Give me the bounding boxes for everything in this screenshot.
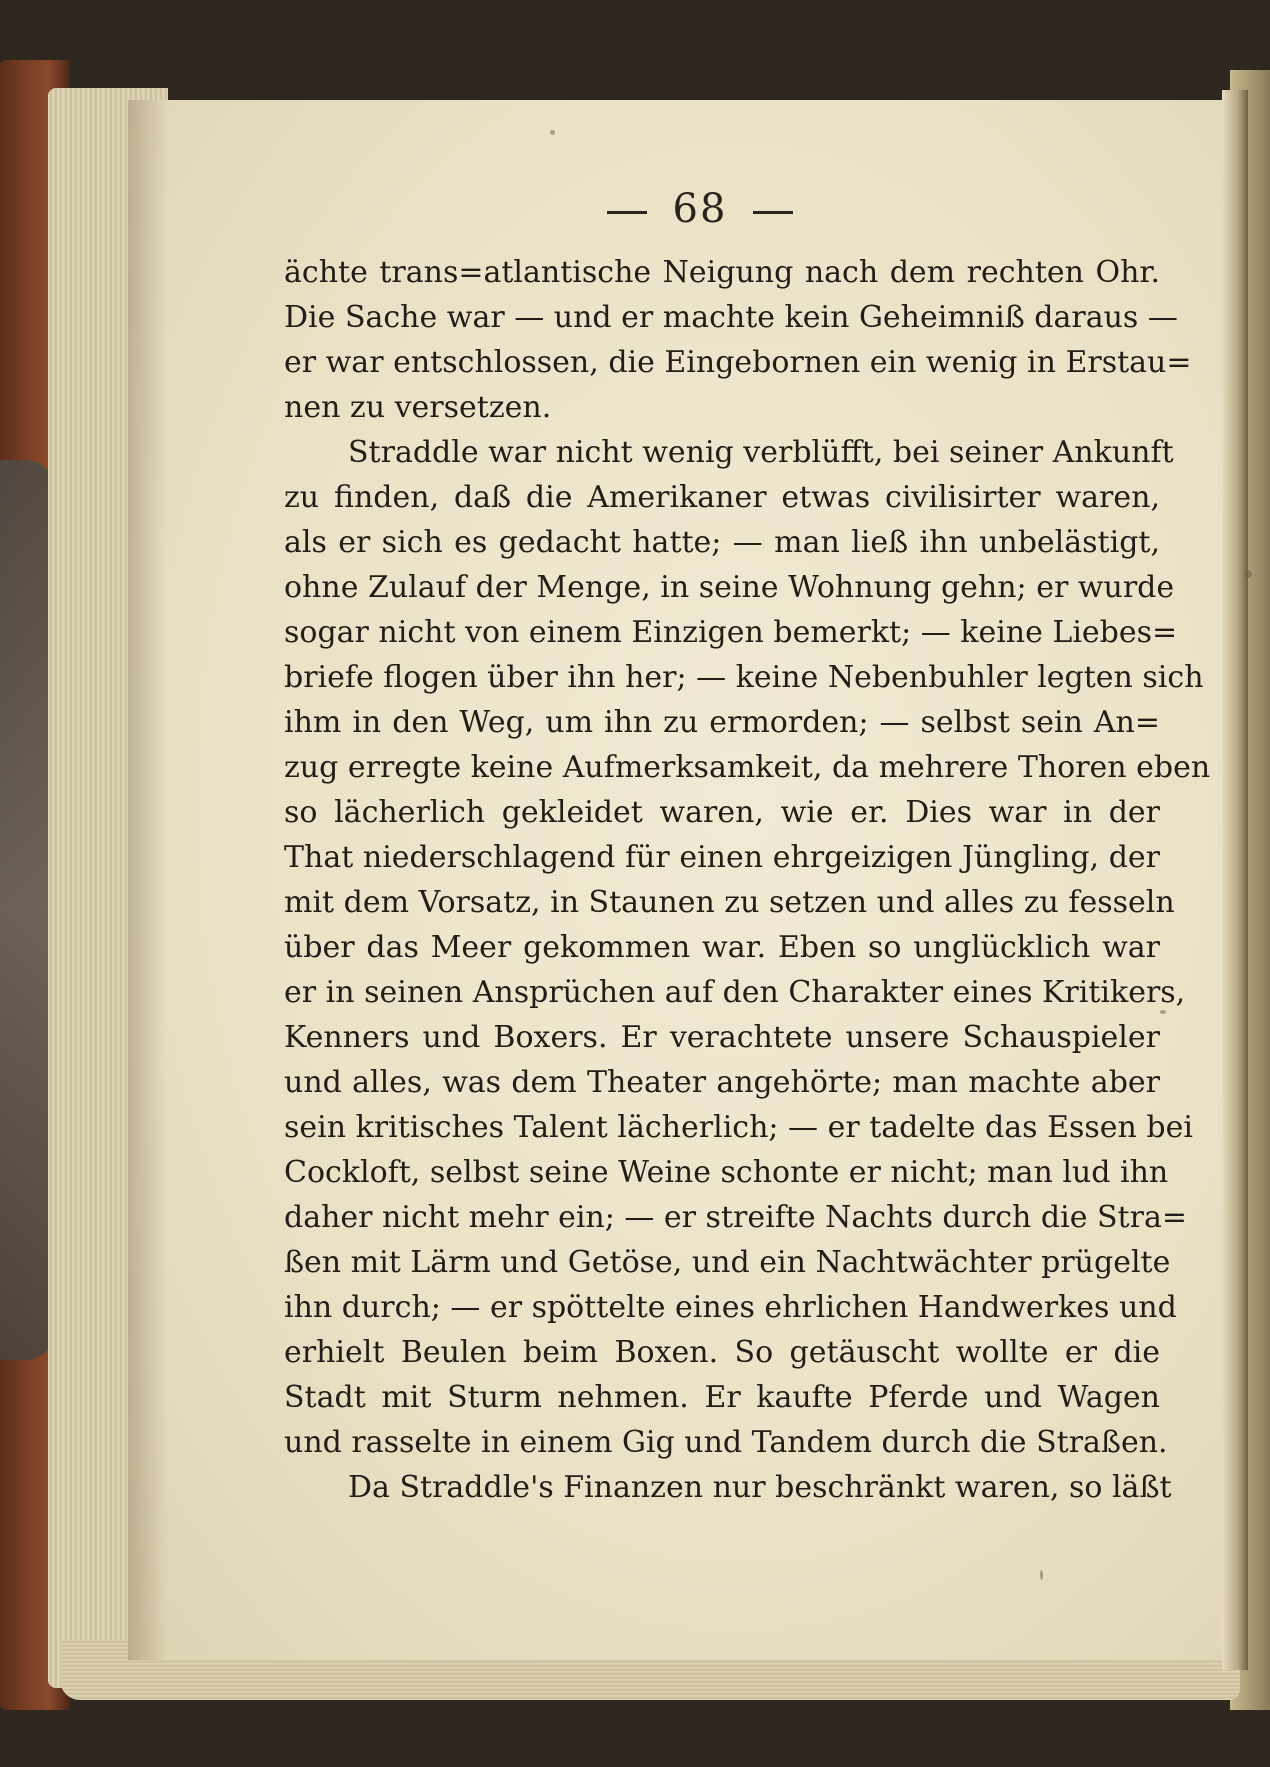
text-line: Die Sache war — und er machte kein Geheimniß daraus — <box>284 300 1178 335</box>
text-line: That niederschlagend für einen ehrgeizigen Jüngling, der <box>284 840 1160 875</box>
text-line: ächte trans=atlantische Neigung nach dem rechten Ohr. <box>284 255 1160 290</box>
text-line: ßen mit Lärm und Getöse, und ein Nachtwächter prügelte <box>284 1245 1171 1280</box>
page-number: 68 <box>672 186 728 232</box>
text-line: über das Meer gekommen war. Eben so unglücklich war <box>284 930 1160 965</box>
text-line: erhielt Beulen beim Boxen. So getäuscht wollte er die <box>284 1335 1160 1370</box>
paper-speck <box>1160 1010 1166 1014</box>
text-line: und alles, was dem Theater angehörte; man machte aber <box>284 1065 1160 1100</box>
page-edge-right <box>1222 90 1248 1670</box>
text-line: als er sich es gedacht hatte; — man ließ ihn unbelästigt, <box>284 525 1160 560</box>
text-line: so lächerlich gekleidet waren, wie er. Dies war in der <box>284 795 1160 830</box>
header-dash-left <box>607 211 647 214</box>
text-line: Kenners und Boxers. Er verachtete unsere Schauspieler <box>284 1020 1160 1055</box>
text-line: daher nicht mehr ein; — er streifte Nachts durch die Stra= <box>284 1200 1187 1235</box>
text-line: mit dem Vorsatz, in Staunen zu setzen und alles zu fesseln <box>284 885 1175 920</box>
paper-speck <box>1244 570 1252 578</box>
text-line: briefe flogen über ihn her; — keine Nebenbuhler legten sich <box>284 660 1204 695</box>
text-line: ihn durch; — er spöttelte eines ehrlichen Handwerkes und <box>284 1290 1177 1325</box>
text-line: zu finden, daß die Amerikaner etwas civilisirter waren, <box>284 480 1160 515</box>
text-line: Cockloft, selbst seine Weine schonte er nicht; man lud ihn <box>284 1155 1169 1190</box>
paragraph-first-line: Straddle war nicht wenig verblüfft, bei seiner Ankunft <box>348 435 1174 470</box>
body-text <box>284 250 1211 1510</box>
text-line: Stadt mit Sturm nehmen. Er kaufte Pferde und Wagen <box>284 1380 1160 1415</box>
paper-speck <box>1040 1570 1043 1580</box>
page-header <box>540 186 860 246</box>
text-line: sein kritisches Talent lächerlich; — er tadelte das Essen bei <box>284 1110 1193 1145</box>
cover-worn-area <box>0 460 55 1360</box>
text-line: nen zu versetzen. <box>284 390 552 425</box>
header-dash-right <box>753 211 793 214</box>
text-line: ihm in den Weg, um ihn zu ermorden; — selbst sein An= <box>284 705 1160 740</box>
paragraph-first-line: Da Straddle's Finanzen nur beschränkt waren, so läßt <box>348 1470 1172 1505</box>
text-line: und rasselte in einem Gig und Tandem durch die Straßen. <box>284 1425 1168 1460</box>
text-line: ohne Zulauf der Menge, in seine Wohnung gehn; er wurde <box>284 570 1175 605</box>
text-line: zug erregte keine Aufmerksamkeit, da mehrere Thoren eben <box>284 750 1211 785</box>
text-line: er war entschlossen, die Eingebornen ein wenig in Erstau= <box>284 345 1192 380</box>
gutter-shadow <box>128 100 168 1660</box>
paper-speck <box>550 130 555 135</box>
text-line: sogar nicht von einem Einzigen bemerkt; — keine Liebes= <box>284 615 1178 650</box>
text-line: er in seinen Ansprüchen auf den Charakter eines Kritikers, <box>284 975 1186 1010</box>
